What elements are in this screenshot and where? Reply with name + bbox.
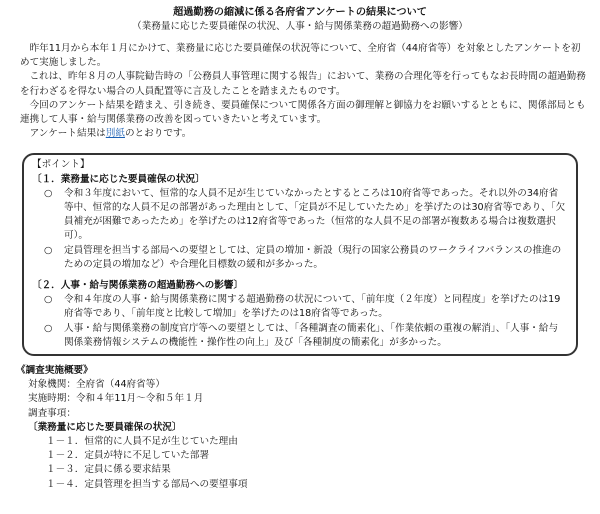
bullet-circle-icon: ○ bbox=[44, 244, 53, 256]
survey-period: 実施時期：令和４年11月～令和５年１月 bbox=[28, 393, 204, 405]
section-2-item bbox=[32, 293, 566, 321]
survey-item: １－２．定員が特に不足していた部署 bbox=[46, 450, 210, 462]
section-2-item-text: 令和４年度の人事・給与関係業務に関する超過勤務の状況について、「前年度（２年度）と同程度」を挙げたのは19府省等であり、「前年度と比較して増加」を挙げたのは18府省等であった。 bbox=[64, 294, 561, 320]
results-lead-text: アンケート結果は bbox=[29, 128, 106, 140]
intro-paragraph-3: 今回のアンケート結果を踏まえ、引き続き、要員確保について関係各方面の御理解と御協力をお願いするとともに、関係部局とも連携して人事・給与関係業務の改善を図っていきたいと考えています。 bbox=[20, 99, 586, 126]
survey-item: １－１．恒常的に人員不足が生じていた理由 bbox=[46, 436, 238, 448]
section-1-heading: 〔１．業務量に応じた要員確保の状況〕 bbox=[32, 173, 205, 185]
section-2-item bbox=[32, 322, 566, 350]
key-points-box bbox=[22, 153, 578, 356]
bullet-circle-icon: ○ bbox=[44, 187, 53, 199]
key-points-label: 【ポイント】 bbox=[32, 159, 90, 171]
survey-subheading: 〔業務量に応じた要員確保の状況〕 bbox=[28, 421, 182, 433]
section-2-heading: 〔２．人事・給与関係業務の超過勤務への影響〕 bbox=[32, 280, 244, 292]
survey-items-label: 調査事項： bbox=[28, 407, 76, 419]
section-1-item-text: 令和３年度において、恒常的な人員不足が生じていなかったとするところは10府省等であった。それ以外の34府省等中、恒常的な人員不足の部署があった理由として、「定員が不足していたため」を挙げたのは30府省等であり、「欠員補充が困難であったため」を挙げたのは12府省等であった（恒常的な人員不足の部署が複数ある場合は複数選択可）。 bbox=[64, 187, 566, 242]
intro-paragraph-1: 昨年11月から本年１月にかけて、業務量に応じた要員確保の状況等について、全府省（44府省等）を対象としたアンケートを初めて実施しました。 bbox=[20, 43, 581, 69]
intro-paragraph-2: これは、昨年８月の人事院勧告時の「公務員人事管理に関する報告」において、業務の合理化等を行ってもなお長時間の超過勤務を行わざるを得ない場合の人員配置等に言及したことを踏まえたものです。 bbox=[20, 71, 586, 97]
page-subtitle: （業務量に応じた要員確保の状況、人事・給与関係業務の超過勤務への影響） bbox=[132, 21, 468, 32]
section-1-item bbox=[32, 244, 566, 272]
attachment-link[interactable]: 別紙 bbox=[105, 128, 125, 140]
page-title: 超過勤務の縮減に係る各府省アンケートの結果について bbox=[173, 7, 427, 18]
survey-heading: 《調査実施概要》 bbox=[16, 365, 93, 377]
section-2-item-text: 人事・給与関係業務の制度官庁等への要望としては、「各種調査の簡素化」、「作業依頼の重複の解消」、「人事・給与関係業務情報システムの機能性・操作性の向上」及び「各種制度の簡素化」が多かった。 bbox=[64, 322, 559, 348]
survey-target: 対象機関：全府省（44府省等） bbox=[28, 379, 165, 391]
section-1-item-text: 定員管理を担当する部局への要望としては、定員の増加・新設（現行の国家公務員のワークライフバランスの推進のための定員の増加など）や合理化目標数の緩和が多かった。 bbox=[64, 244, 562, 270]
survey-item: １－３．定員に係る要求結果 bbox=[46, 464, 171, 476]
survey-item: １－４．定員管理を担当する部局への要望事項 bbox=[46, 478, 248, 490]
bullet-circle-icon: ○ bbox=[44, 322, 53, 334]
survey-overview bbox=[16, 364, 590, 492]
intro-paragraph-4 bbox=[10, 127, 590, 141]
section-1-item bbox=[32, 187, 566, 244]
results-trail-text: のとおりです。 bbox=[124, 128, 192, 140]
bullet-circle-icon: ○ bbox=[44, 294, 53, 306]
